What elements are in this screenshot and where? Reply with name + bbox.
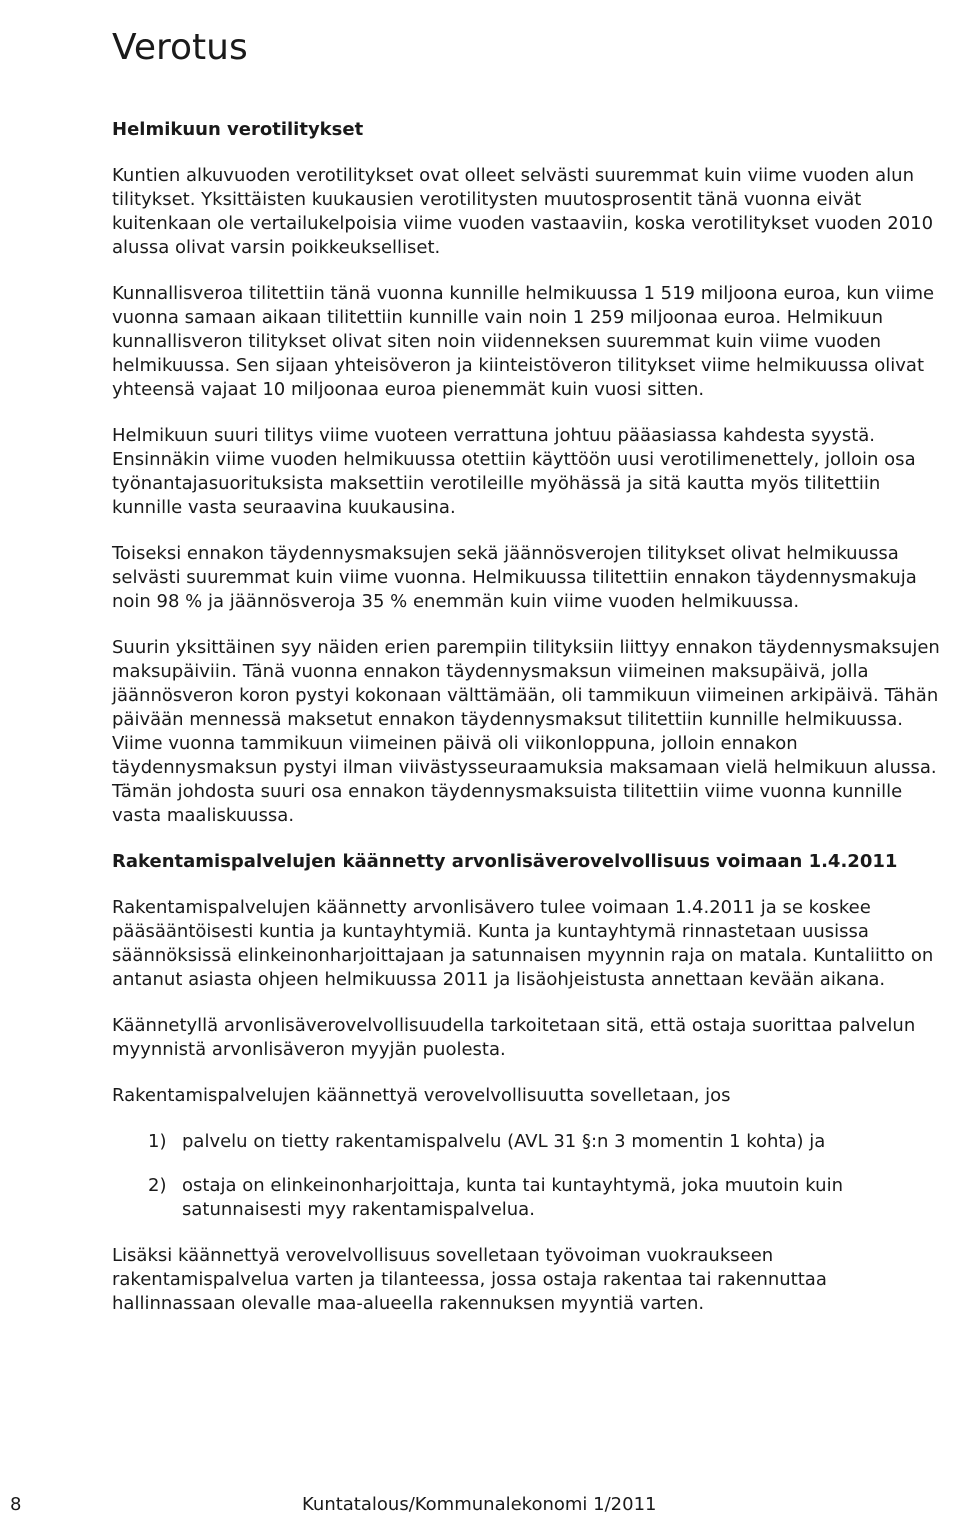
section-heading-arvonlisavero: Rakentamispalvelujen käännetty arvonlisäverovelvollisuus voimaan 1.4.2011 — [112, 851, 898, 872]
page-title: Verotus — [112, 27, 248, 68]
publication-name: Kuntatalous/Kommunalekonomi 1/2011 — [302, 1494, 657, 1515]
paragraph: Toiseksi ennakon täydennysmaksujen sekä jäännösverojen tilitykset olivat helmikuussa selvästi suuremmat kuin viime vuonna. Helmikuussa tilitettiin ennakon täydennysmakuja noin 98 % ja jäännösveroja 35 % enemmän kuin viime vuoden helmikuussa. — [112, 543, 917, 612]
article-body — [112, 118, 950, 1338]
paragraph: Kuntien alkuvuoden verotilitykset ovat olleet selvästi suuremmat kuin viime vuoden alun tilitykset. Yksittäisten kuukausien verotilitysten muutosprosentit tänä vuonna eivät kuitenkaan ole vertailukelpoisia viime vuoden vastaaviin, koska verotilitykset vuoden 2010 alussa olivat varsin poikkeukselliset. — [112, 165, 934, 258]
paragraph: Rakentamispalvelujen käännettyä verovelvollisuutta sovelletaan, jos — [112, 1085, 731, 1106]
list-item-number: 1) — [148, 1131, 167, 1152]
paragraph: Lisäksi käännettyä verovelvollisuus sovelletaan työvoiman vuokraukseen rakentamispalvelua varten ja tilanteessa, jossa ostaja rakentaa tai rakennuttaa hallinnassaan olevalle maa-alueella rakennuksen myyntiä varten. — [112, 1245, 827, 1314]
paragraph: Suurin yksittäinen syy näiden erien parempiin tilityksiin liittyy ennakon täydennysmaksujen maksupäiviin. Tänä vuonna ennakon täydennysmaksun viimeinen maksupäivä, jolla jäännösveron koron pystyi kokonaan välttämään, oli tammikuun viimeinen arkipäivä. Tähän päivään mennessä maksetut ennakon täydennysmaksut tilitettiin kunnille helmikuussa. Viime vuonna tammikuun viimeinen päivä oli viikonloppuna, jolloin ennakon täydennysmaksun pystyi ilman viivästysseuraamuksia maksamaan vielä helmikuun alussa. Tämän johdosta suuri osa ennakon täydennysmaksuista tilitettiin viime vuonna kunnille vasta maaliskuussa. — [112, 637, 940, 826]
paragraph: Rakentamispalvelujen käännetty arvonlisävero tulee voimaan 1.4.2011 ja se koskee pääsääntöisesti kuntia ja kuntayhtymiä. Kunta ja kuntayhtymä rinnastetaan uusissa säännöksissä elinkeinonharjoittajaan ja satunnaisen myynnin raja on matala. Kuntaliitto on antanut asiasta ohjeen helmikuussa 2011 ja lisäohjeistusta annettaan kevään aikana. — [112, 897, 934, 990]
condition-list — [112, 1130, 950, 1222]
section-heading-verotilitykset: Helmikuun verotilitykset — [112, 119, 364, 140]
list-item — [112, 1174, 950, 1222]
paragraph: Kunnallisveroa tilitettiin tänä vuonna kunnille helmikuussa 1 519 miljoona euroa, kun viime vuonna samaan aikaan tilitettiin kunnille vain noin 1 259 miljoonaa euroa. Helmikuun kunnallisveron tilitykset olivat siten noin viidenneksen suuremmat kuin viime vuoden helmikuussa. Sen sijaan yhteisöveron ja kiinteistöveron tilitykset viime helmikuussa olivat yhteensä vajaat 10 miljoonaa euroa pienemmät kuin vuosi sitten. — [112, 283, 935, 400]
list-item-text: palvelu on tietty rakentamispalvelu (AVL 31 §:n 3 momentin 1 kohta) ja — [182, 1131, 826, 1152]
paragraph: Käännetyllä arvonlisäverovelvollisuudella tarkoitetaan sitä, että ostaja suorittaa palvelun myynnistä arvonlisäveron myyjän puolesta. — [112, 1015, 916, 1060]
list-item — [112, 1130, 950, 1154]
list-item-number: 2) — [148, 1175, 167, 1196]
list-item-text: ostaja on elinkeinonharjoittaja, kunta tai kuntayhtymä, joka muutoin kuin satunnaisesti myy rakentamispalvelua. — [182, 1175, 843, 1220]
paragraph: Helmikuun suuri tilitys viime vuoteen verrattuna johtuu pääasiassa kahdesta syystä. Ensinnäkin viime vuoden helmikuussa otettiin käyttöön uusi verotilimenettely, jolloin osa työnantajasuorituksista maksettiin verotileille myöhässä ja sitä kautta myös tilitettiin kunnille vasta seuraavina kuukausina. — [112, 425, 916, 518]
page-number: 8 — [10, 1494, 22, 1515]
